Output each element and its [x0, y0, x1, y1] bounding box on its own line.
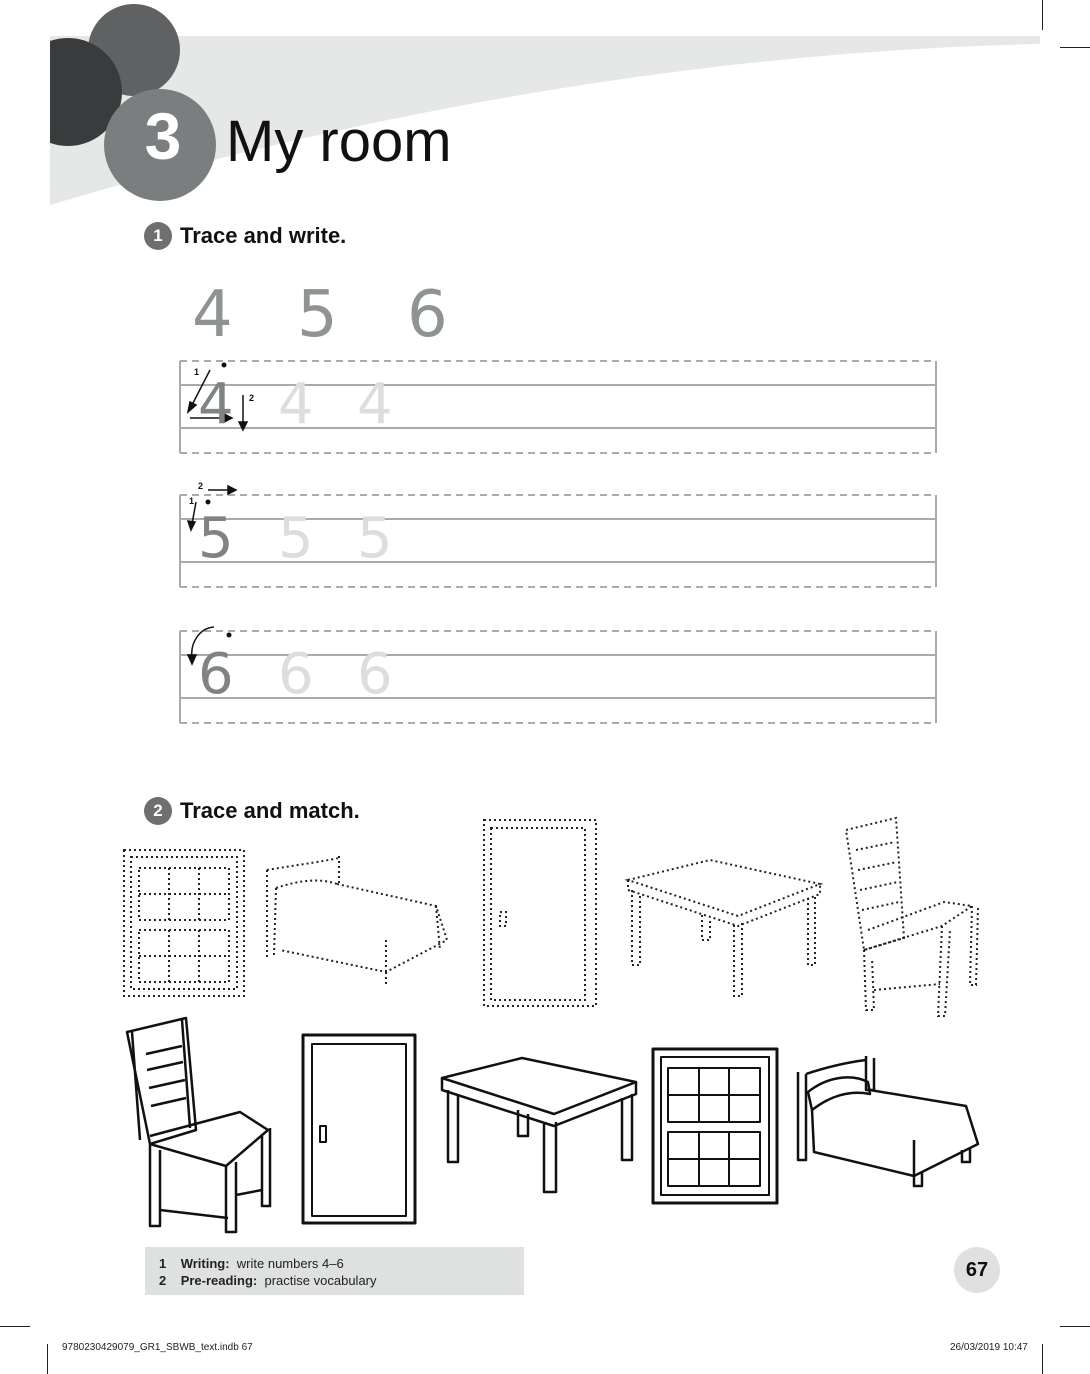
note-text: practise vocabulary [264, 1273, 377, 1288]
chair-icon [846, 818, 978, 1016]
model-digit: 5 [297, 278, 338, 352]
trace-digit: 5 [198, 506, 234, 571]
trace-digit-faint: 6 [357, 642, 393, 707]
stroke-number: 1 [194, 367, 200, 377]
bed-icon [798, 1056, 978, 1186]
print-slug-right: 26/03/2019 10:47 [950, 1342, 1028, 1353]
bed-icon [267, 856, 447, 985]
unit-number: 3 [144, 99, 182, 173]
model-digit: 4 [192, 278, 233, 352]
note-label: Writing: [180, 1256, 230, 1271]
trace-digit-faint: 6 [278, 642, 314, 707]
trace-digit-faint: 4 [278, 372, 314, 437]
window-icon [653, 1049, 777, 1203]
trace-digit: 4 [198, 372, 234, 437]
door-icon [303, 1035, 415, 1223]
trace-digit-faint: 4 [357, 372, 393, 437]
stroke-number: 2 [249, 393, 255, 403]
exercise-number-badge: 2 [144, 797, 172, 825]
crop-mark [1042, 1344, 1043, 1374]
crop-mark [47, 1344, 48, 1374]
page-number: 67 [954, 1247, 1000, 1293]
crop-mark [0, 1326, 30, 1327]
table-icon [628, 860, 820, 996]
note-text: write numbers 4–6 [236, 1256, 344, 1271]
exercise-instruction: Trace and match. [180, 798, 360, 823]
note-line [159, 1273, 377, 1288]
note-number: 2 [159, 1273, 167, 1288]
teacher-notes [145, 1247, 524, 1295]
print-slug-left: 9780230429079_GR1_SBWB_text.indb 67 [62, 1342, 253, 1353]
note-line [159, 1256, 344, 1271]
model-digit: 6 [407, 278, 448, 352]
stroke-number: 2 [198, 481, 204, 491]
stroke-number: 1 [189, 496, 195, 506]
page-title: My room [226, 109, 452, 174]
exercise-number-badge: 1 [144, 222, 172, 250]
solid-pictures [0, 1000, 1090, 1240]
trace-digit-faint: 5 [278, 506, 314, 571]
note-label: Pre-reading: [180, 1273, 258, 1288]
table-icon [442, 1058, 636, 1192]
trace-digit-faint: 5 [357, 506, 393, 571]
note-number: 1 [159, 1256, 167, 1271]
window-icon [124, 850, 244, 996]
trace-digit: 6 [198, 642, 234, 707]
chair-icon [127, 1018, 270, 1232]
crop-mark [1060, 1326, 1090, 1327]
door-icon [484, 820, 596, 1006]
exercise-instruction: Trace and write. [180, 223, 347, 248]
